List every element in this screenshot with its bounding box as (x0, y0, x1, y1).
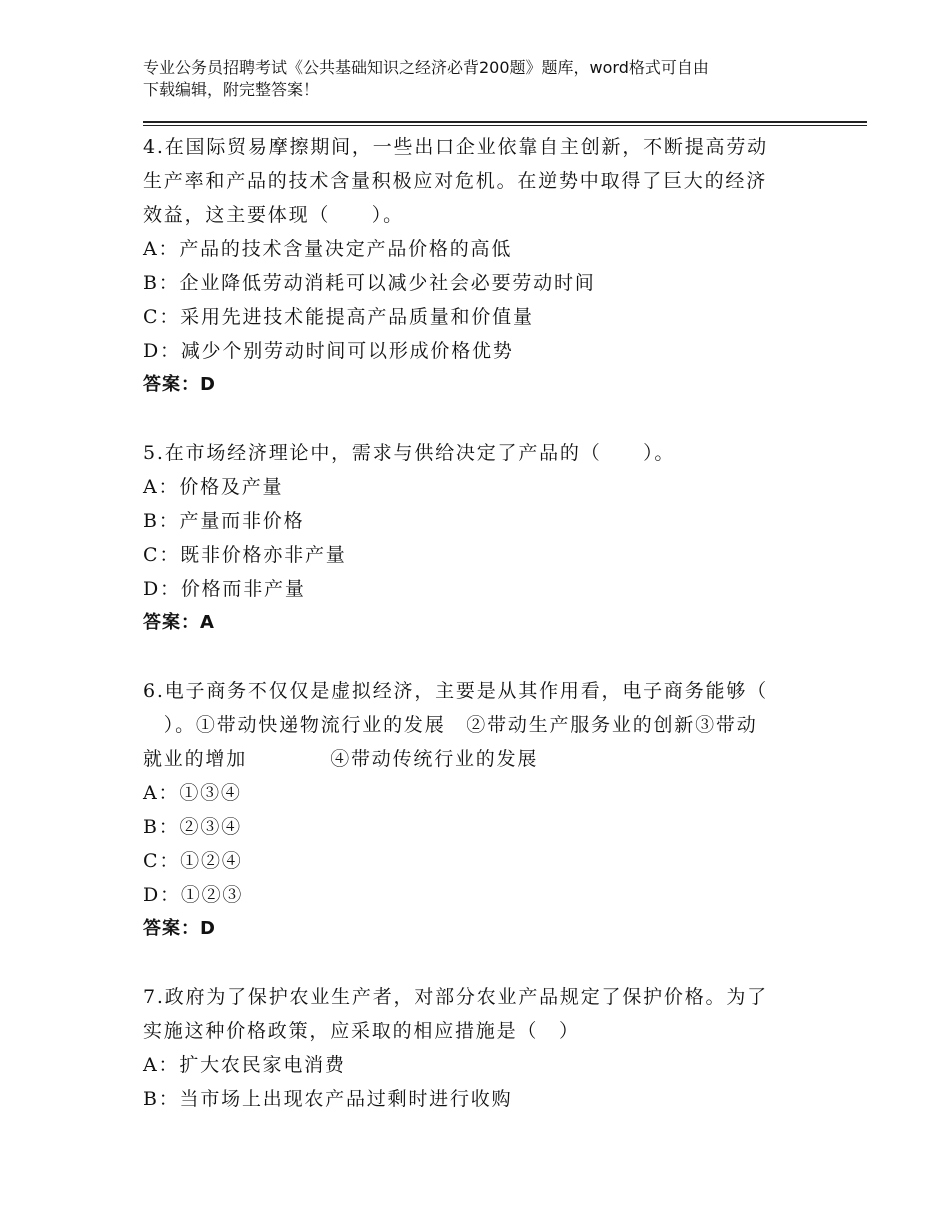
question-7 (143, 980, 803, 1116)
option-d: D：①②③ (143, 884, 244, 906)
option-d: D：价格而非产量 (143, 578, 306, 600)
option-a: A：产品的技术含量决定产品价格的高低 (143, 238, 513, 260)
question-stem-line: 效益，这主要体现（ ）。 (143, 204, 404, 226)
question-stem-line: 生产率和产品的技术含量积极应对危机。在逆势中取得了巨大的经济 (143, 170, 768, 192)
option-c: C：既非价格亦非产量 (143, 544, 347, 566)
header-line-2: 下载编辑，附完整答案！ (143, 80, 320, 99)
question-stem-line: 4.在国际贸易摩擦期间，一些出口企业依靠自主创新，不断提高劳动 (143, 136, 768, 158)
option-c: C：①②④ (143, 850, 243, 872)
question-stem-line: 7.政府为了保护农业生产者，对部分农业产品规定了保护价格。为了 (143, 986, 768, 1008)
question-4 (143, 130, 803, 402)
option-b: B：产量而非价格 (143, 510, 305, 532)
option-b: B：当市场上出现农产品过剩时进行收购 (143, 1088, 513, 1110)
question-stem-line: 6.电子商务不仅仅是虚拟经济，主要是从其作用看，电子商务能够（ (143, 680, 768, 702)
answer-label: 答案：D (143, 918, 216, 939)
page-header (143, 57, 823, 101)
question-list (143, 130, 803, 1150)
option-a: A：①③④ (143, 782, 242, 804)
answer-label: 答案：A (143, 612, 215, 633)
question-stem-line: 5.在市场经济理论中，需求与供给决定了产品的（ ）。 (143, 442, 676, 464)
answer-label: 答案：D (143, 374, 216, 395)
header-line-1: 专业公务员招聘考试《公共基础知识之经济必背200题》题库，word格式可自由 (143, 58, 709, 77)
option-b: B：②③④ (143, 816, 242, 838)
question-5 (143, 436, 803, 640)
question-stem-line: 就业的增加 ④带动传统行业的发展 (143, 748, 539, 770)
option-c: C：采用先进技术能提高产品质量和价值量 (143, 306, 534, 328)
option-a: A：扩大农民家电消费 (143, 1054, 346, 1076)
header-rule-thick (143, 121, 867, 123)
question-6 (143, 674, 803, 946)
option-a: A：价格及产量 (143, 476, 284, 498)
option-d: D：减少个别劳动时间可以形成价格优势 (143, 340, 514, 362)
question-stem-line: 实施这种价格政策，应采取的相应措施是（ ） (143, 1020, 580, 1042)
header-rule-thin (143, 125, 867, 126)
question-stem-line: ）。①带动快递物流行业的发展 ②带动生产服务业的创新③带动 (143, 714, 758, 736)
option-b: B：企业降低劳动消耗可以减少社会必要劳动时间 (143, 272, 596, 294)
